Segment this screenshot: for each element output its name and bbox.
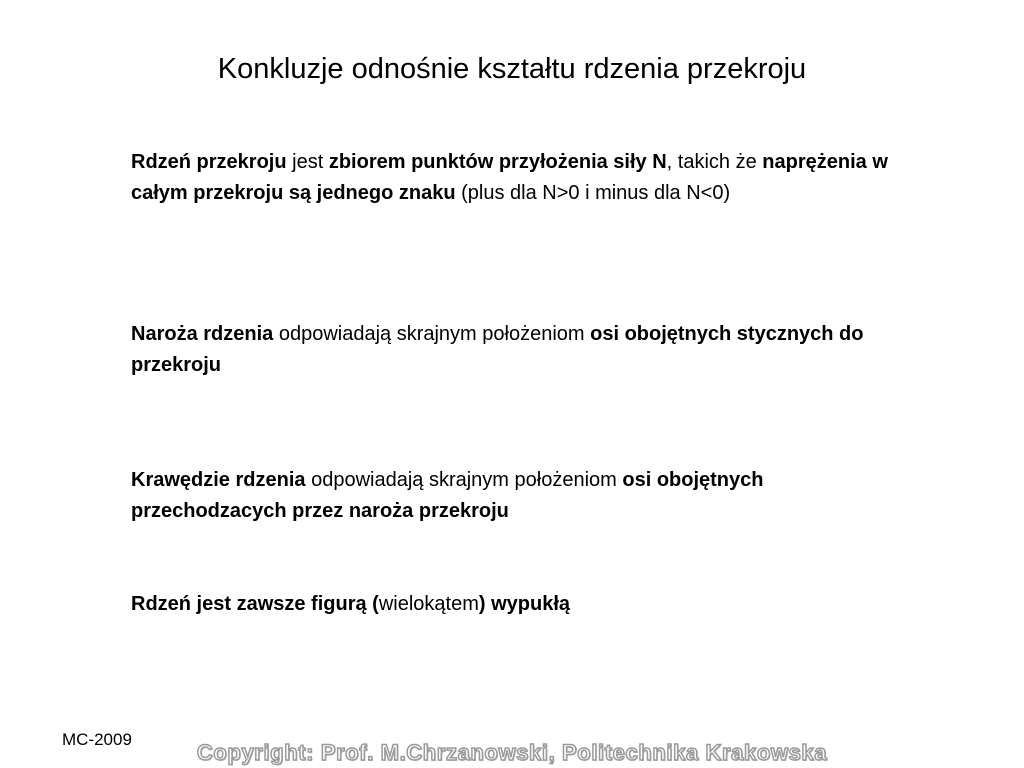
term-corner-axes: osi obojętnych przechodzacych przez naroża przekroju	[131, 469, 764, 522]
text: odpowiadają skrajnym położeniom	[305, 469, 623, 491]
term-stress-sign: naprężenia w całym przekroju są jednego znaku	[131, 151, 888, 204]
text: odpowiadają skrajnym położeniom	[273, 323, 591, 345]
term-tangent-axes: osi obojętnych stycznych do przekroju	[131, 323, 864, 376]
core-edges-paragraph	[131, 465, 821, 527]
term-core-corners: Naroża rdzenia	[131, 323, 274, 345]
text: wielokątem	[378, 593, 479, 615]
footer-label: MC-2009	[62, 730, 132, 749]
term-core: Rdzeń przekroju	[131, 151, 287, 173]
text: (plus dla N>0 i minus dla N<0)	[455, 182, 731, 204]
text: , takich że	[666, 151, 763, 173]
copyright-notice: Copyright: Prof. M.Chrzanowski, Politechnika Krakowska	[196, 740, 828, 765]
term-force-points: zbiorem punktów przyłożenia siły N	[328, 151, 667, 173]
text: jest	[286, 151, 329, 173]
core-corners-paragraph	[131, 319, 911, 381]
term-convex-start: Rdzeń jest zawsze figurą (	[131, 593, 379, 615]
slide-title: Konkluzje odnośnie kształtu rdzenia przekroju	[217, 53, 807, 85]
term-core-edges: Krawędzie rdzenia	[131, 469, 306, 491]
term-convex-end: ) wypukłą	[478, 593, 571, 615]
core-definition-paragraph	[131, 147, 891, 209]
core-convex-paragraph	[131, 589, 911, 620]
